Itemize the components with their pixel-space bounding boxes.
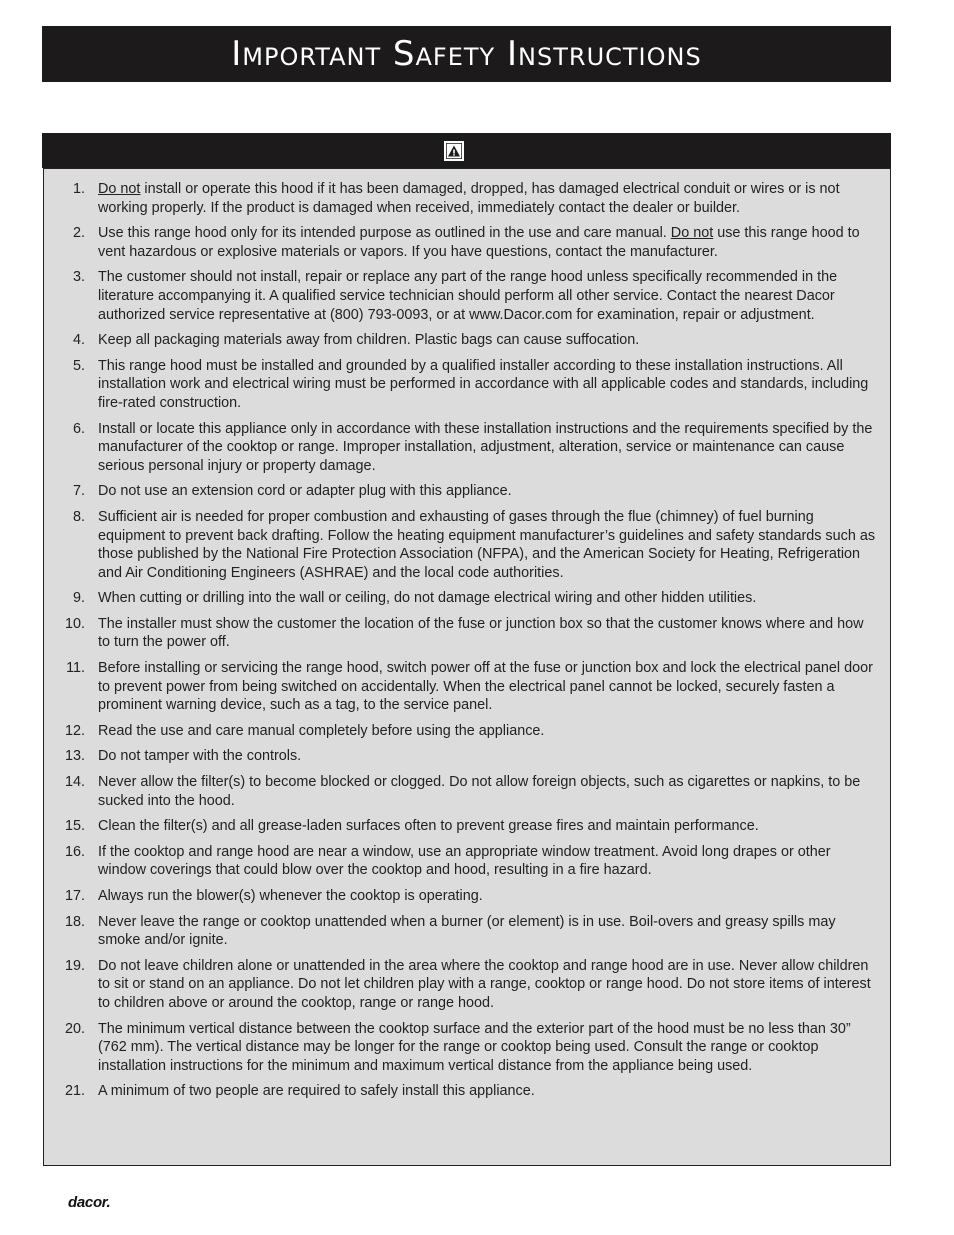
item-number: 9.: [72, 590, 85, 607]
list-item: [56, 722, 876, 741]
item-text: [98, 180, 876, 217]
item-number: 15.: [64, 818, 85, 835]
list-item: [56, 268, 876, 324]
safety-instructions-panel: [43, 168, 891, 1166]
item-text: [98, 224, 876, 261]
list-item: [56, 817, 876, 836]
list-item: [56, 1020, 876, 1076]
list-item: [56, 615, 876, 652]
item-number: 10.: [64, 615, 85, 632]
list-item: [56, 1082, 876, 1101]
item-number: 13.: [64, 748, 85, 765]
list-item: [56, 843, 876, 880]
emphasis-underline: Do not: [98, 181, 141, 197]
item-number: 18.: [64, 913, 85, 930]
item-text: Clean the filter(s) and all grease-laden surfaces often to prevent grease fires and maintain performance.: [98, 818, 759, 835]
item-number: 5.: [72, 357, 85, 374]
emphasis-underline: Do not: [670, 225, 714, 242]
list-item: [56, 357, 876, 413]
item-number: 2.: [72, 225, 85, 242]
item-number: 12.: [64, 722, 85, 739]
list-item: [56, 957, 876, 1013]
page-title: Important Safety Instructions: [231, 34, 702, 74]
item-number: 11.: [66, 660, 85, 677]
warning-banner: [42, 133, 891, 168]
item-number: 3.: [72, 269, 85, 286]
title-banner: [42, 26, 891, 82]
item-text: Sufficient air is needed for proper combustion and exhausting of gases through the flue (chimney) of fuel burning equipment to prevent back drafting. Follow the heating equipment manufacturer’s guidelines and safety standards such as those published by the National Fire Protection Association (NFPA), and the American Society for Heating, Refrigeration and Air Conditioning Engineers (ASHRAE) and the local code authorities.: [98, 508, 876, 581]
item-number: 1.: [72, 181, 85, 197]
item-number: 20.: [64, 1020, 85, 1037]
item-text: This range hood must be installed and grounded by a qualified installer according to these installation instructions. All installation work and electrical wiring must be performed in accordance with all applicable codes and standards, including fire-rated construction.: [98, 357, 869, 411]
item-text: Do not leave children alone or unattended in the area where the cooktop and range hood are in use. Never allow children to sit or stand on an appliance. Do not let children play with a range, cooktop or range hood. Do not store items of interest to children above or around the cooktop, range or range hood.: [98, 957, 871, 1011]
item-number: 16.: [64, 843, 85, 860]
warning-triangle-icon: [444, 141, 464, 161]
list-item: [56, 887, 876, 906]
instruction-list: [44, 169, 890, 1101]
item-text-rest: install or operate this hood if it has been damaged, dropped, has damaged electrical conduit or wires or is not working properly. If the product is damaged when received, immediately contact the dealer or builder.: [98, 181, 840, 216]
list-item: [56, 180, 876, 217]
dacor-logo: dacor.: [68, 1194, 111, 1211]
list-item: [56, 482, 876, 501]
item-text: Always run the blower(s) whenever the cooktop is operating.: [98, 888, 483, 904]
item-text: Do not use an extension cord or adapter plug with this appliance.: [98, 483, 512, 500]
item-text: Never leave the range or cooktop unattended when a burner (or element) is in use. Boil-overs and greasy spills may smoke and/or ignite.: [98, 913, 836, 949]
item-number: 17.: [64, 888, 85, 904]
item-text: Do not tamper with the controls.: [98, 748, 302, 765]
item-text-after: use this range hood to vent hazardous or explosive materials or vapors. If you have questions, contact the manufacturer.: [98, 225, 860, 260]
item-text: Never allow the filter(s) to become blocked or clogged. Do not allow foreign objects, such as cigarettes or napkins, to be sucked into the hood.: [98, 774, 861, 809]
list-item: [56, 331, 876, 350]
item-text: Before installing or servicing the range hood, switch power off at the fuse or junction box and lock the electrical panel door to prevent power from being switched on accidentally. When the electrical panel cannot be locked, securely fasten a prominent warning device, such as a tag, to the service panel.: [98, 660, 873, 714]
item-text: The minimum vertical distance between the cooktop surface and the exterior part of the hood must be no less than 30” (762 mm). The vertical distance may be longer for the range or cooktop being used. Consult the range or cooktop installation instructions for the minimum and maximum vertical distance from the appliance being used.: [98, 1020, 851, 1074]
list-item: [56, 747, 876, 766]
item-text: If the cooktop and range hood are near a window, use an appropriate window treatment. Avoid long drapes or other window coverings that could blow over the cooktop and hood, resulting in a fire hazard.: [98, 843, 831, 879]
list-item: [56, 508, 876, 582]
item-number: 8.: [72, 508, 85, 525]
list-item: [56, 420, 876, 476]
item-number: 19.: [64, 957, 85, 974]
item-number: 4.: [72, 332, 85, 349]
item-text: Install or locate this appliance only in accordance with these installation instructions and the requirements specified by the manufacturer of the cooktop or range. Improper installation, adjustment, alteration, service or maintenance can cause serious personal injury or property damage.: [98, 420, 873, 474]
item-text: Keep all packaging materials away from children. Plastic bags can cause suffocation.: [98, 332, 640, 349]
item-number: 6.: [72, 420, 85, 437]
item-text: A minimum of two people are required to safely install this appliance.: [98, 1083, 535, 1100]
item-text: Read the use and care manual completely before using the appliance.: [98, 722, 545, 739]
list-item: [56, 659, 876, 715]
item-text: The customer should not install, repair or replace any part of the range hood unless specifically recommended in the literature accompanying it. A qualified service technician should perform all other service. Contact the nearest Dacor authorized service representative at (800) 793-0093, or at www.Dacor.com for examination, repair or adjustment.: [98, 269, 838, 323]
item-text: The installer must show the customer the location of the fuse or junction box so that the customer knows where and how to turn the power off.: [98, 615, 864, 651]
list-item: [56, 224, 876, 261]
item-text-before: Use this range hood only for its intended purpose as outlined in the use and care manual.: [98, 225, 671, 242]
item-text: When cutting or drilling into the wall or ceiling, do not damage electrical wiring and other hidden utilities.: [98, 590, 757, 607]
item-number: 21.: [64, 1083, 85, 1100]
list-item: [56, 773, 876, 810]
list-item: [56, 913, 876, 950]
item-number: 7.: [72, 483, 85, 500]
item-number: 14.: [64, 774, 85, 791]
list-item: [56, 589, 876, 608]
